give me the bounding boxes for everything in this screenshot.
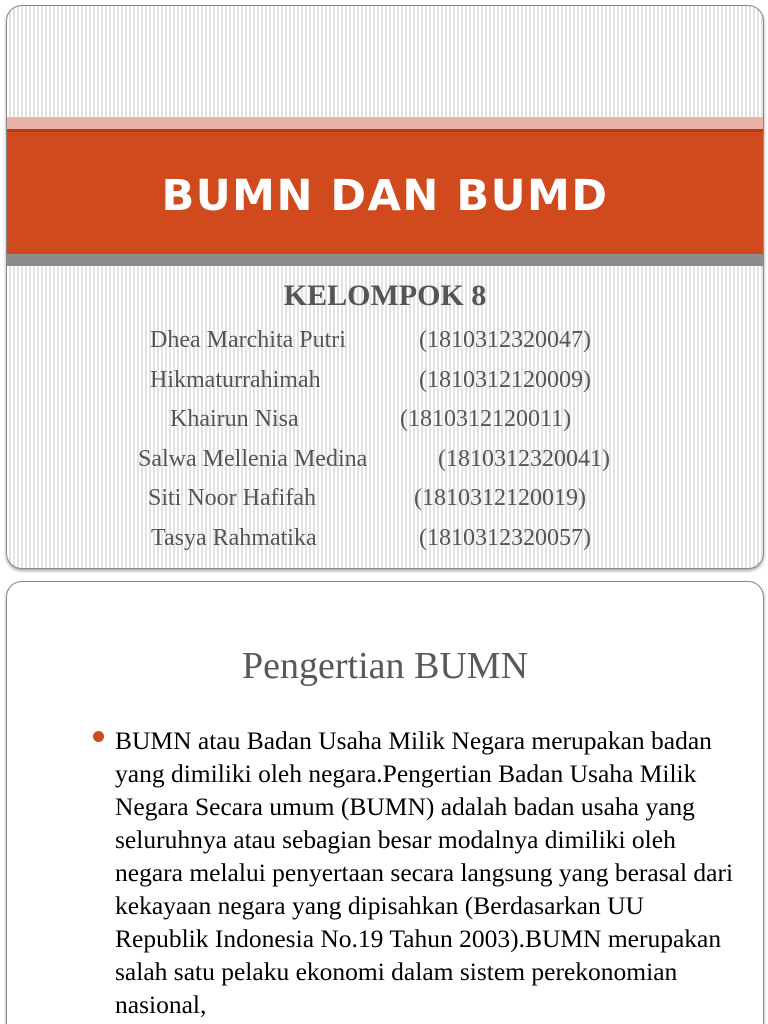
bullet-text: BUMN atau Badan Usaha Milik Negara merupakan badan yang dimiliki oleh negara.Pengertian Badan Usaha Milik Negara Secara umum (BUMN) adalah badan usaha yang seluruhnya atau sebagian besar modalnya dimiliki oleh negara melalui penyertaan secara langsung yang berasal dari kekayaan negara yang dipisahkan (Berdasarkan UU Republik Indonesia No.19 Tahun 2003).BUMN merupakan salah satu pelaku ekonomi dalam sistem perekonomian nasional, (115, 726, 734, 1019)
title-band (7, 129, 763, 254)
slide-heading: Pengertian BUMN (241, 645, 529, 687)
member-id: (1810312320041) (438, 446, 610, 472)
member-name: Tasya Rahmatika (151, 525, 317, 551)
accent-stripe (7, 117, 763, 129)
member-name: Khairun Nisa (170, 406, 299, 432)
member-id: (1810312320057) (419, 525, 591, 551)
member-name: Salwa Mellenia Medina (138, 446, 368, 472)
title-slide (6, 5, 764, 569)
member-name: Hikmaturrahimah (150, 367, 321, 393)
member-id: (1810312320047) (419, 327, 591, 353)
member-id: (1810312120009) (419, 367, 591, 393)
bullet-icon (93, 731, 104, 742)
member-name: Dhea Marchita Putri (150, 327, 346, 353)
group-title: KELOMPOK 8 (283, 279, 487, 312)
divider-stripe (7, 254, 763, 266)
member-name: Siti Noor Hafifah (148, 485, 316, 511)
member-id: (1810312120019) (414, 485, 586, 511)
member-id: (1810312120011) (400, 406, 572, 432)
slide-title: BUMN DAN BUMD (161, 171, 609, 221)
content-slide (6, 581, 764, 1024)
